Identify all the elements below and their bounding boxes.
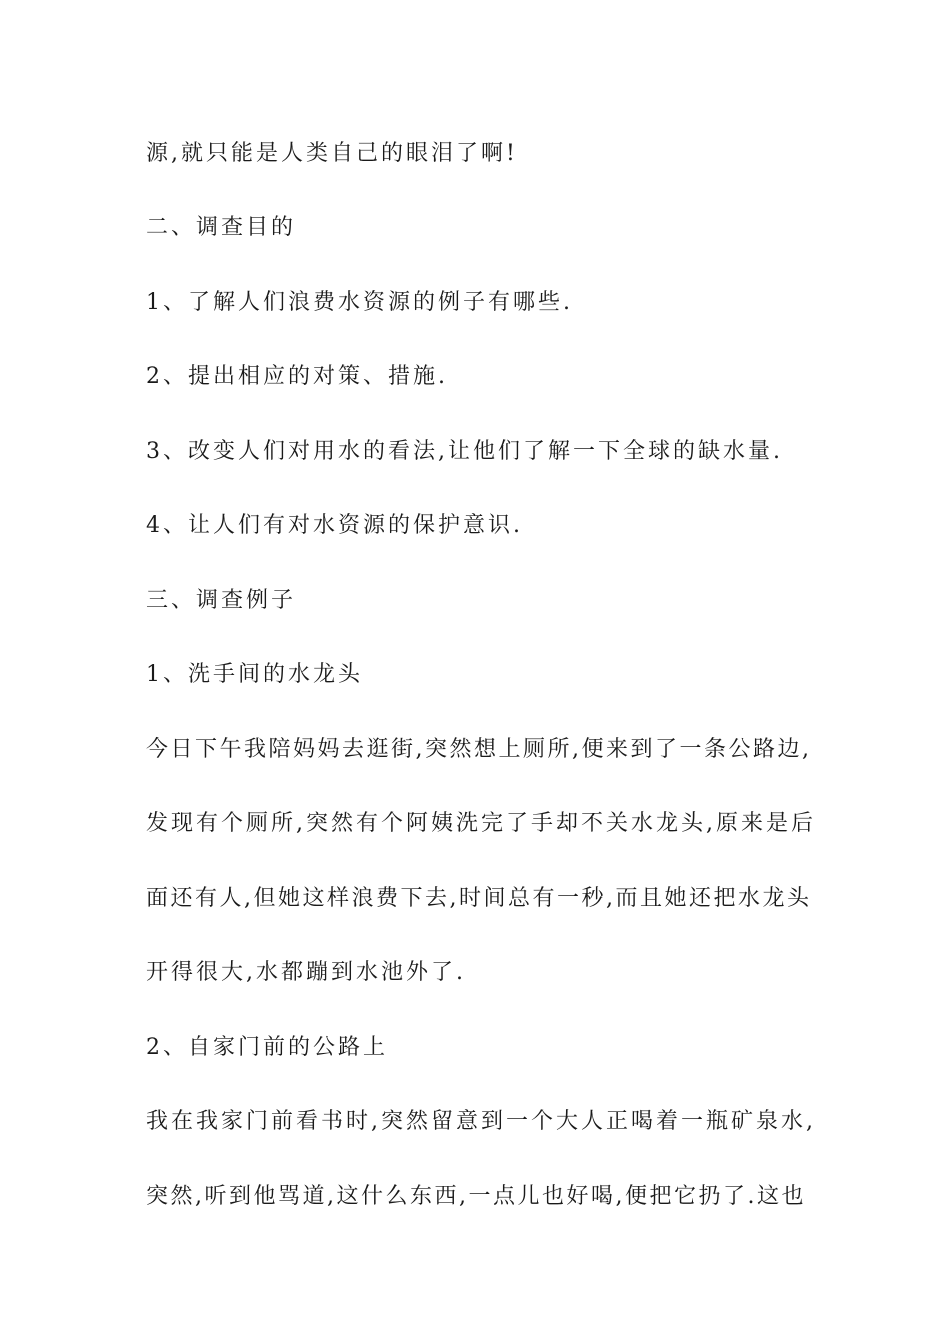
subsection-heading: 2、自家门前的公路上 [146,1035,388,1060]
paragraph-line: 今日下午我陪妈妈去逛街,突然想上厕所,便来到了一条公路边, [146,737,812,762]
list-item: 2、提出相应的对策、措施. [146,364,448,389]
paragraph-line: 我在我家门前看书时,突然留意到一个大人正喝着一瓶矿泉水, [146,1109,816,1134]
section-heading: 三、调查例子 [146,588,297,613]
text-line: 源,就只能是人类自己的眼泪了啊! [146,141,518,166]
paragraph-line: 面还有人,但她这样浪费下去,时间总有一秒,而且她还把水龙头 [146,886,812,911]
paragraph-line: 突然,听到他骂道,这什么东西,一点儿也好喝,便把它扔了.这也 [146,1184,806,1209]
list-item: 4、让人们有对水资源的保护意识. [146,513,523,538]
paragraph-line: 开得很大,水都蹦到水池外了. [146,960,466,985]
section-heading: 二、调查目的 [146,215,297,240]
list-item: 1、了解人们浪费水资源的例子有哪些. [146,290,573,315]
paragraph-line: 发现有个厕所,突然有个阿姨洗完了手却不关水龙头,原来是后 [146,811,816,836]
subsection-heading: 1、洗手间的水龙头 [146,662,363,687]
list-item: 3、改变人们对用水的看法,让他们了解一下全球的缺水量. [146,439,783,464]
